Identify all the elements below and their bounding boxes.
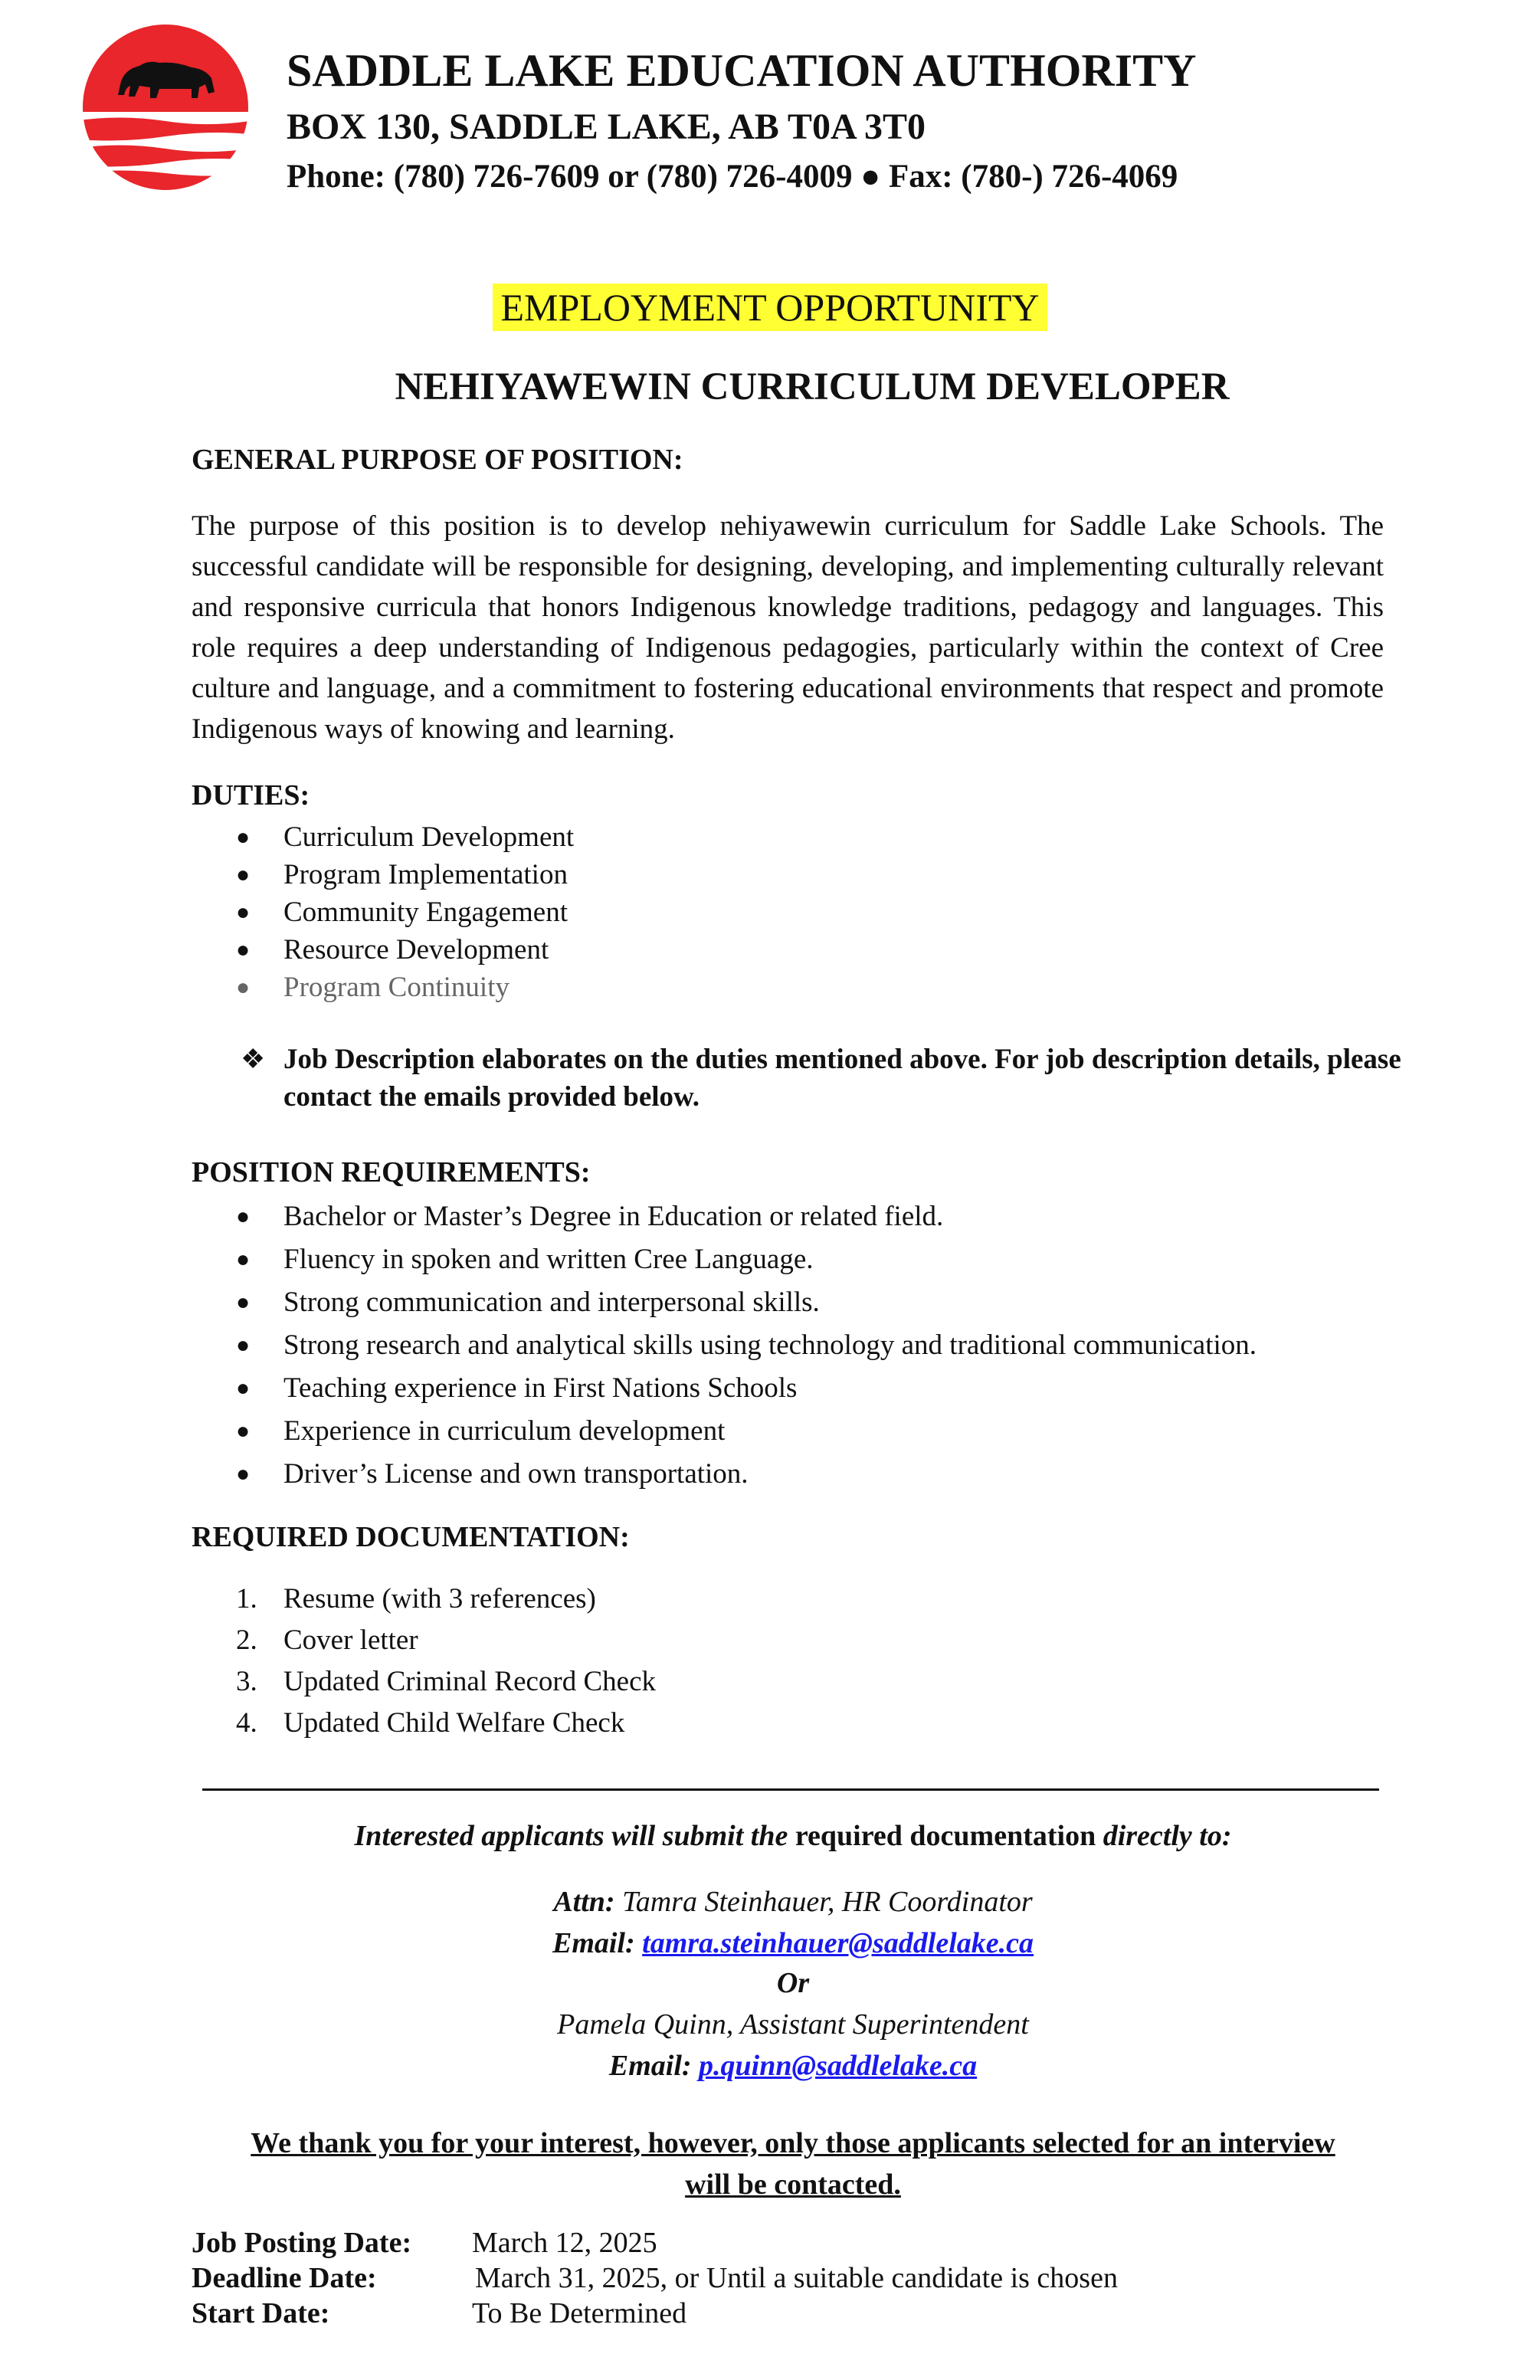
email-link-hr[interactable]: tamra.steinhauer@saddlelake.ca [642,1927,1034,1959]
employment-banner: EMPLOYMENT OPPORTUNITY [493,284,1047,331]
email-label: Email: [552,1927,635,1959]
duties-heading: DUTIES: [192,779,310,811]
bullet-icon: ● [236,1375,251,1401]
contact-2: Pamela Quinn, Assistant Superintendent [557,2008,1029,2041]
list-item: ● Teaching experience in First Nations Schools [192,1367,1257,1410]
documentation-heading: REQUIRED DOCUMENTATION: [192,1521,630,1553]
bullet-icon: ● [236,1333,251,1358]
email-line-1 [0,1926,1540,1960]
bullet-icon: ● [236,1247,251,1272]
bullet-icon: ● [236,862,251,887]
purpose-heading: GENERAL PURPOSE OF POSITION: [192,444,683,476]
attn-line: Attn: Tamra Steinhauer, HR Coordinator [553,1886,1033,1918]
email-label: Email: [608,2050,692,2082]
diamond-bullet-icon: ❖ [241,1044,266,1074]
bullet-icon: ● [236,1204,251,1229]
or-text: Or [776,1967,810,1999]
bullet-icon: ● [236,975,251,1000]
documentation-list [192,1578,656,1744]
org-address: BOX 130, SADDLE LAKE, AB T0A 3T0 [287,107,926,147]
requirements-heading: POSITION REQUIREMENTS: [192,1156,591,1188]
job-description-note: ❖ Job Description elaborates on the duties mentioned above. For job description details, please contact the emails provided below. [192,1041,1417,1116]
list-item: ● Experience in curriculum development [192,1410,1257,1453]
list-item: ● Community Engagement [192,893,574,931]
thanks-note: We thank you for your interest, however, only those applicants selected for an interview will be contacted. [251,2127,1335,2201]
bison-sun-logo-icon [64,21,267,193]
list-item: ● Bachelor or Master’s Degree in Education or related field. [192,1195,1257,1238]
email-link-superintendent[interactable]: p.quinn@saddlelake.ca [699,2050,978,2082]
list-item: ● Fluency in spoken and written Cree Language. [192,1238,1257,1281]
list-item: ● Strong communication and interpersonal skills. [192,1281,1257,1324]
job-title: NEHIYAWEWIN CURRICULUM DEVELOPER [395,366,1230,408]
org-contact: Phone: (780) 726-7609 or (780) 726-4009 ● Fax: (780-) 726-4069 [287,159,1178,195]
submission-intro: Interested applicants will submit the required documentation directly to: [354,1820,1232,1852]
purpose-text: The purpose of this position is to develop nehiyawewin curriculum for Saddle Lake Schools. The successful candidate will be responsible for designing, developing, and implementing culturally relevant and responsive curricula that honors Indigenous knowledge traditions, pedagogy and languages. This role requires a deep understanding of Indigenous pedagogies, particularly within the context of Cree culture and language, and a commitment to fostering educational environments that respect and promote Indigenous ways of knowing and learning. [192,510,1384,745]
list-item: ● Program Implementation [192,856,574,893]
banner-wrap [0,284,1540,331]
list-item: 2. Cover letter [236,1624,418,1656]
list-item: ● Strong research and analytical skills using technology and traditional communication. [192,1324,1257,1367]
bullet-icon: ● [236,1290,251,1315]
list-item: 3. Updated Criminal Record Check [236,1666,657,1697]
list-item: 1. Resume (with 3 references) [236,1583,596,1615]
list-item: ● Curriculum Development [192,818,574,856]
bullet-icon: ● [236,824,251,850]
divider [202,1788,1379,1791]
list-item: ● Resource Development [192,931,574,969]
list-item: ● Driver’s License and own transportation. [192,1453,1257,1496]
bullet-icon: ● [236,1418,251,1444]
bullet-icon: ● [236,900,251,925]
email-line-2 [0,2049,1540,2083]
duties-list [192,818,574,1006]
bullet-icon: ● [236,1461,251,1487]
requirements-list [192,1195,1257,1496]
bullet-icon: ● [236,937,251,962]
org-name: SADDLE LAKE EDUCATION AUTHORITY [287,45,1197,96]
list-item: 4. Updated Child Welfare Check [236,1707,625,1739]
list-item: ● Program Continuity [192,969,574,1006]
